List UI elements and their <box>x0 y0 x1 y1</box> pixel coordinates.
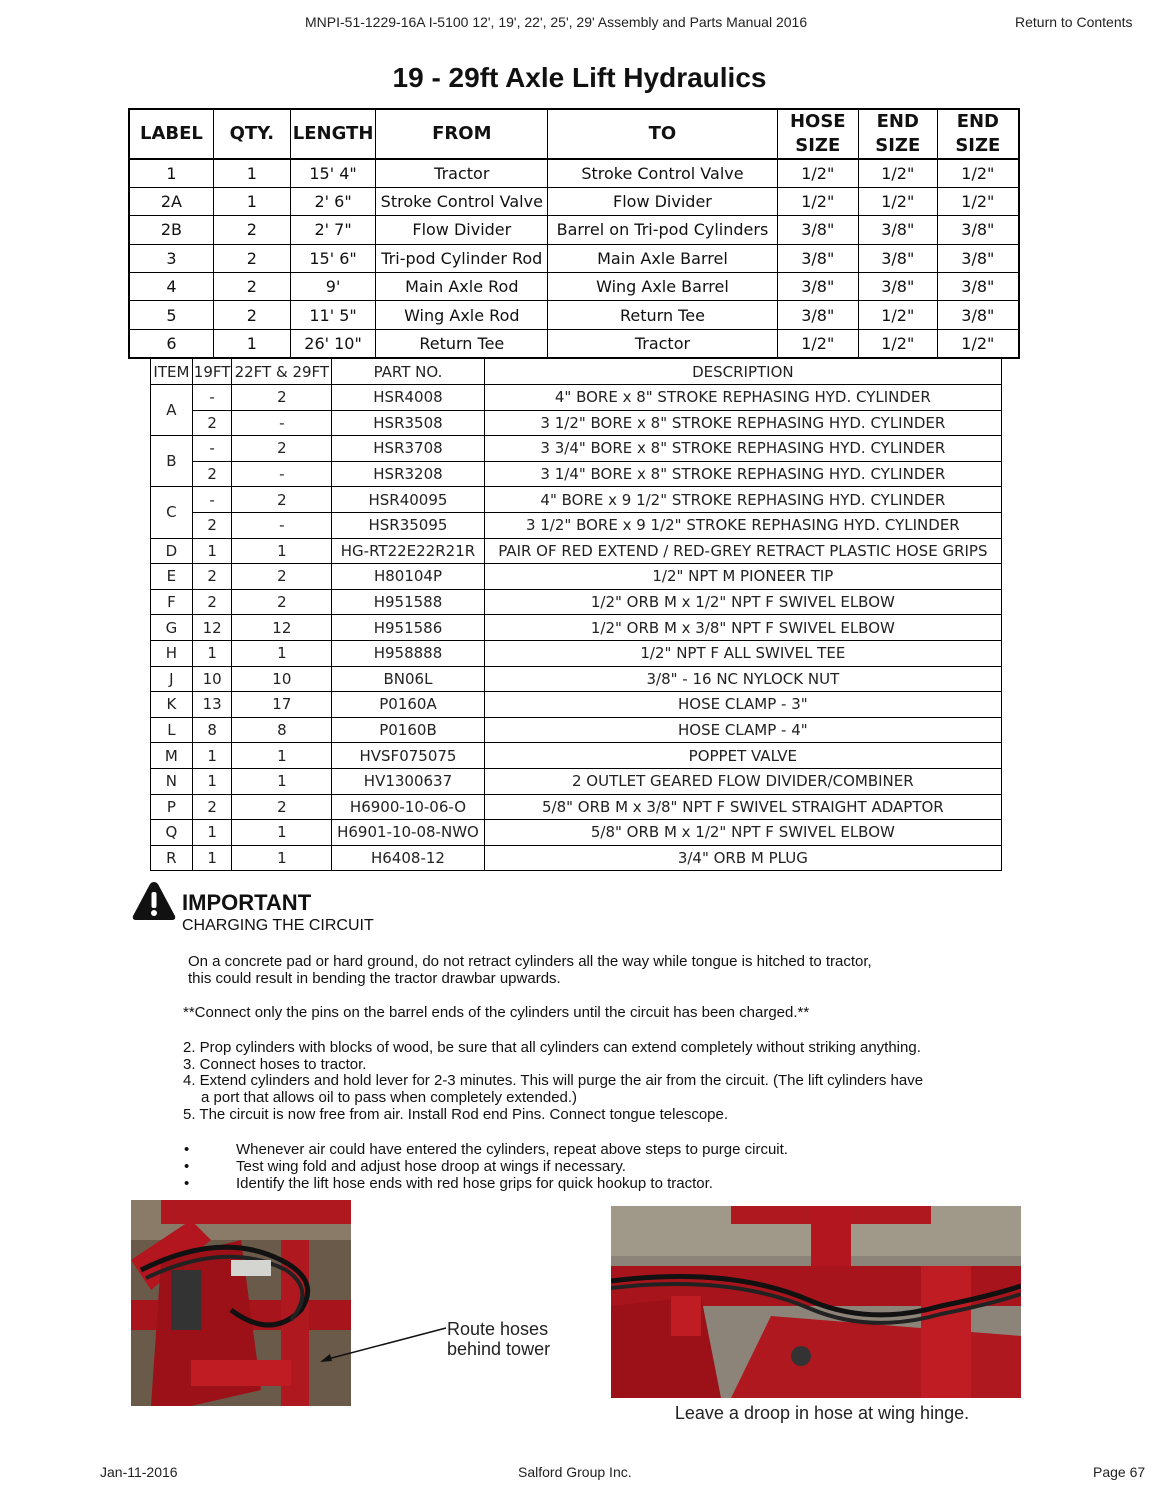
parts-table-cell: H958888 <box>332 640 484 666</box>
tower-hose-photo <box>131 1200 351 1406</box>
parts-table-row <box>151 640 1002 666</box>
hose-table-cell: 1 <box>213 187 290 215</box>
hose-table-cell: 2' 6" <box>290 187 376 215</box>
parts-table-cell: 1 <box>232 640 332 666</box>
hose-table-cell: 1/2" <box>858 159 937 187</box>
parts-table-cell: 1 <box>232 538 332 564</box>
parts-table-cell: 1 <box>192 768 232 794</box>
parts-table-cell: 2 <box>192 512 232 538</box>
parts-table-cell: HSR3708 <box>332 436 484 462</box>
parts-table-row <box>151 820 1002 846</box>
hose-table-cell: 2B <box>129 216 213 244</box>
parts-description-cell: 2 OUTLET GEARED FLOW DIVIDER/COMBINER <box>484 768 1001 794</box>
parts-table-cell: - <box>232 461 332 487</box>
parts-table <box>150 358 1002 871</box>
hose-table-cell: Barrel on Tri-pod Cylinders <box>548 216 777 244</box>
wing-hinge-caption: Leave a droop in hose at wing hinge. <box>674 1403 970 1423</box>
parts-table-cell: 2 <box>192 410 232 436</box>
hose-table-cell: 1/2" <box>858 329 937 357</box>
hose-table-cell: 1/2" <box>858 301 937 329</box>
parts-item-cell: F <box>151 589 193 615</box>
hose-table-cell: 3/8" <box>937 216 1019 244</box>
parts-table-cell: BN06L <box>332 666 484 692</box>
parts-table-row <box>151 538 1002 564</box>
parts-item-cell: P <box>151 794 193 820</box>
parts-description-cell: 3 1/2" BORE x 9 1/2" STROKE REPHASING HYD. CYLINDER <box>484 512 1001 538</box>
hose-table-cell: 3/8" <box>858 244 937 272</box>
hose-table-cell: 26' 10" <box>290 329 376 357</box>
hose-table-cell: 2A <box>129 187 213 215</box>
parts-table-header <box>151 359 1002 385</box>
hose-table-cell: 9' <box>290 273 376 301</box>
parts-table-cell: 2 <box>232 794 332 820</box>
hose-table-cell: 4 <box>129 273 213 301</box>
hose-table-cell: Wing Axle Barrel <box>548 273 777 301</box>
hose-table-cell: 5 <box>129 301 213 329</box>
parts-description-cell: 5/8" ORB M x 3/8" NPT F SWIVEL STRAIGHT ADAPTOR <box>484 794 1001 820</box>
parts-table-cell: HSR35095 <box>332 512 484 538</box>
hose-table-cell: 6 <box>129 329 213 357</box>
hose-table-cell: 3/8" <box>777 216 858 244</box>
parts-item-cell: K <box>151 692 193 718</box>
parts-table-cell: - <box>192 436 232 462</box>
parts-table-cell: 1 <box>192 640 232 666</box>
caution-line-2: this could result in bending the tractor drawbar upwards. <box>188 970 561 987</box>
hose-table-row <box>129 244 1019 272</box>
hose-table-cell: 2 <box>213 301 290 329</box>
hose-header-cell: END SIZE <box>937 109 1019 159</box>
parts-header-cell: 22FT & 29FT <box>232 359 332 385</box>
bullet-text: Whenever air could have entered the cylinders, repeat above steps to purge circuit. <box>236 1141 788 1158</box>
parts-table-cell: HG-RT22E22R21R <box>332 538 484 564</box>
hose-table-cell: Return Tee <box>376 329 548 357</box>
parts-item-cell: A <box>151 385 193 436</box>
parts-table-cell: 12 <box>192 615 232 641</box>
hose-table-row <box>129 187 1019 215</box>
parts-table-cell: H80104P <box>332 564 484 590</box>
parts-table-cell: - <box>192 385 232 411</box>
parts-table-row <box>151 768 1002 794</box>
parts-description-cell: 3/4" ORB M PLUG <box>484 845 1001 871</box>
parts-table-cell: 1 <box>232 845 332 871</box>
parts-description-cell: 3 3/4" BORE x 8" STROKE REPHASING HYD. CYLINDER <box>484 436 1001 462</box>
parts-table-cell: 1 <box>232 820 332 846</box>
parts-table-cell: P0160B <box>332 717 484 743</box>
caution-line-1: On a concrete pad or hard ground, do not retract cylinders all the way while tongue is hitched to tractor, <box>188 953 872 970</box>
parts-description-cell: 1/2" ORB M x 1/2" NPT F SWIVEL ELBOW <box>484 589 1001 615</box>
parts-table-row <box>151 845 1002 871</box>
parts-item-cell: J <box>151 666 193 692</box>
parts-table-cell: HSR40095 <box>332 487 484 513</box>
route-hoses-callout <box>447 1319 550 1359</box>
parts-table-cell: 2 <box>232 564 332 590</box>
hose-table-cell: 3/8" <box>777 301 858 329</box>
parts-table-cell: - <box>192 487 232 513</box>
parts-table-cell: 13 <box>192 692 232 718</box>
parts-table-cell: 2 <box>232 589 332 615</box>
hose-table-row <box>129 216 1019 244</box>
parts-table-cell: H6900-10-06-O <box>332 794 484 820</box>
parts-item-cell: Q <box>151 820 193 846</box>
pin-note: **Connect only the pins on the barrel ends of the cylinders until the circuit has been charged.** <box>183 1004 810 1021</box>
important-heading: IMPORTANT <box>182 890 312 915</box>
hose-table-cell: 15' 6" <box>290 244 376 272</box>
parts-item-cell: B <box>151 436 193 487</box>
wing-hinge-photo <box>611 1206 1021 1398</box>
hose-table-cell: 2 <box>213 244 290 272</box>
hose-header-cell: END SIZE <box>858 109 937 159</box>
parts-description-cell: POPPET VALVE <box>484 743 1001 769</box>
parts-table-cell: 2 <box>232 385 332 411</box>
hose-table-cell: Tractor <box>548 329 777 357</box>
parts-table-row <box>151 692 1002 718</box>
parts-description-cell: PAIR OF RED EXTEND / RED-GREY RETRACT PLASTIC HOSE GRIPS <box>484 538 1001 564</box>
parts-table-row <box>151 512 1002 538</box>
callout-line: behind tower <box>447 1339 551 1359</box>
bullet-dot: • <box>184 1141 190 1158</box>
hose-table-cell: 2 <box>213 216 290 244</box>
hose-table-row <box>129 301 1019 329</box>
hose-header-cell: LENGTH <box>290 109 376 159</box>
parts-table-row <box>151 487 1002 513</box>
parts-table-cell: 10 <box>232 666 332 692</box>
parts-table-cell: H6901-10-08-NWO <box>332 820 484 846</box>
hose-table-cell: Flow Divider <box>548 187 777 215</box>
hose-table-cell: 3/8" <box>777 273 858 301</box>
hose-table-cell: 1/2" <box>937 187 1019 215</box>
hose-table-cell: 2' 7" <box>290 216 376 244</box>
parts-table-cell: 1 <box>192 538 232 564</box>
hose-header-cell: TO <box>548 109 777 159</box>
hose-table-cell: 3/8" <box>937 301 1019 329</box>
parts-table-cell: 10 <box>192 666 232 692</box>
hose-table-cell: 3/8" <box>858 273 937 301</box>
parts-table-row <box>151 385 1002 411</box>
bullet-text: Test wing fold and adjust hose droop at wings if necessary. <box>236 1158 626 1175</box>
parts-table-row <box>151 615 1002 641</box>
callout-arrow <box>320 1320 450 1370</box>
footer-page-number: Page 67 <box>1093 1464 1146 1480</box>
hose-table-cell: Stroke Control Valve <box>376 187 548 215</box>
hose-table-cell: 1/2" <box>937 159 1019 187</box>
parts-item-cell: C <box>151 487 193 538</box>
parts-table-cell: HSR3508 <box>332 410 484 436</box>
parts-description-cell: 4" BORE x 9 1/2" STROKE REPHASING HYD. CYLINDER <box>484 487 1001 513</box>
parts-table-cell: HV1300637 <box>332 768 484 794</box>
parts-item-cell: N <box>151 768 193 794</box>
parts-header-cell: 19FT <box>192 359 232 385</box>
hose-table-row <box>129 159 1019 187</box>
hose-table-cell: 3 <box>129 244 213 272</box>
parts-header-cell: DESCRIPTION <box>484 359 1001 385</box>
parts-table-cell: HSR4008 <box>332 385 484 411</box>
hose-table-cell: 1/2" <box>777 187 858 215</box>
parts-table-cell: 1 <box>232 768 332 794</box>
parts-table-cell: H951588 <box>332 589 484 615</box>
parts-table-cell: 2 <box>192 564 232 590</box>
parts-table-cell: - <box>232 410 332 436</box>
hose-table-cell: 1/2" <box>777 159 858 187</box>
parts-table-cell: H6408-12 <box>332 845 484 871</box>
hose-table-cell: Wing Axle Rod <box>376 301 548 329</box>
hose-header-cell: FROM <box>376 109 548 159</box>
hose-table-cell: Tri-pod Cylinder Rod <box>376 244 548 272</box>
parts-item-cell: M <box>151 743 193 769</box>
footer-company: Salford Group Inc. <box>518 1464 632 1480</box>
hose-header-cell: LABEL <box>129 109 213 159</box>
parts-table-row <box>151 461 1002 487</box>
bullet-dot: • <box>184 1175 190 1192</box>
parts-description-cell: 1/2" NPT M PIONEER TIP <box>484 564 1001 590</box>
hose-header-cell: HOSE SIZE <box>777 109 858 159</box>
hose-table-cell: Return Tee <box>548 301 777 329</box>
hose-table-cell: 3/8" <box>937 244 1019 272</box>
hose-table-cell: 3/8" <box>937 273 1019 301</box>
hose-table-row <box>129 273 1019 301</box>
parts-item-cell: E <box>151 564 193 590</box>
hose-table-cell: 1 <box>129 159 213 187</box>
document-title: MNPI-51-1229-16A I-5100 12', 19', 22', 25', 29' Assembly and Parts Manual 2016 <box>305 14 808 30</box>
parts-header-cell: ITEM <box>151 359 193 385</box>
parts-table-cell: 2 <box>232 487 332 513</box>
parts-table-cell: 1 <box>192 820 232 846</box>
parts-description-cell: 4" BORE x 8" STROKE REPHASING HYD. CYLINDER <box>484 385 1001 411</box>
warning-icon <box>131 880 177 922</box>
hose-table-cell: 1/2" <box>777 329 858 357</box>
step-4-line-2: a port that allows oil to pass when completely extended.) <box>201 1089 578 1106</box>
bullet-text: Identify the lift hose ends with red hose grips for quick hookup to tractor. <box>236 1175 713 1192</box>
parts-table-cell: 2 <box>192 794 232 820</box>
parts-table-cell: H951586 <box>332 615 484 641</box>
step-2: 2. Prop cylinders with blocks of wood, be sure that all cylinders can extend completely without striking anything. <box>183 1039 921 1056</box>
hose-table-cell: 2 <box>213 273 290 301</box>
hose-table-row <box>129 329 1019 357</box>
parts-table-row <box>151 794 1002 820</box>
parts-table-row <box>151 666 1002 692</box>
parts-table-cell: 2 <box>192 589 232 615</box>
hose-table-cell: Tractor <box>376 159 548 187</box>
parts-table-cell: HVSF075075 <box>332 743 484 769</box>
parts-description-cell: HOSE CLAMP - 3" <box>484 692 1001 718</box>
parts-table-row <box>151 436 1002 462</box>
parts-description-cell: 3 1/2" BORE x 8" STROKE REPHASING HYD. CYLINDER <box>484 410 1001 436</box>
hose-table-cell: Main Axle Barrel <box>548 244 777 272</box>
hose-table-cell: Stroke Control Valve <box>548 159 777 187</box>
return-to-contents-link[interactable]: Return to Contents <box>1015 14 1133 30</box>
parts-table-cell: P0160A <box>332 692 484 718</box>
hose-table-cell: 1 <box>213 159 290 187</box>
hose-table <box>128 108 1020 359</box>
parts-description-cell: 3 1/4" BORE x 8" STROKE REPHASING HYD. CYLINDER <box>484 461 1001 487</box>
parts-header-cell: PART NO. <box>332 359 484 385</box>
hose-table-cell: Main Axle Rod <box>376 273 548 301</box>
parts-table-cell: 2 <box>232 436 332 462</box>
parts-item-cell: R <box>151 845 193 871</box>
footer-date: Jan-11-2016 <box>100 1464 178 1480</box>
bullet-dot: • <box>184 1158 190 1175</box>
step-5: 5. The circuit is now free from air. Install Rod end Pins. Connect tongue telescope. <box>183 1106 729 1123</box>
parts-item-cell: H <box>151 640 193 666</box>
parts-table-cell: 2 <box>192 461 232 487</box>
hose-table-cell: 15' 4" <box>290 159 376 187</box>
hose-table-header <box>129 109 1019 159</box>
parts-description-cell: 5/8" ORB M x 1/2" NPT F SWIVEL ELBOW <box>484 820 1001 846</box>
parts-table-cell: 1 <box>232 743 332 769</box>
parts-table-cell: HSR3208 <box>332 461 484 487</box>
hose-table-cell: 1/2" <box>937 329 1019 357</box>
parts-item-cell: L <box>151 717 193 743</box>
parts-table-cell: 12 <box>232 615 332 641</box>
hose-table-cell: 11' 5" <box>290 301 376 329</box>
step-3: 3. Connect hoses to tractor. <box>183 1056 367 1073</box>
parts-table-cell: 1 <box>192 743 232 769</box>
hose-table-cell: 1 <box>213 329 290 357</box>
parts-table-cell: 17 <box>232 692 332 718</box>
hose-table-cell: 3/8" <box>858 216 937 244</box>
parts-description-cell: 1/2" ORB M x 3/8" NPT F SWIVEL ELBOW <box>484 615 1001 641</box>
parts-table-row <box>151 743 1002 769</box>
parts-table-row <box>151 717 1002 743</box>
parts-item-cell: D <box>151 538 193 564</box>
parts-description-cell: HOSE CLAMP - 4" <box>484 717 1001 743</box>
page-title: 19 - 29ft Axle Lift Hydraulics <box>392 62 767 93</box>
hose-header-cell: QTY. <box>213 109 290 159</box>
parts-table-row <box>151 589 1002 615</box>
hose-table-cell: 1/2" <box>858 187 937 215</box>
parts-item-cell: G <box>151 615 193 641</box>
important-subheading: CHARGING THE CIRCUIT <box>182 917 374 934</box>
parts-table-row <box>151 564 1002 590</box>
parts-table-cell: 8 <box>232 717 332 743</box>
hose-table-cell: 3/8" <box>777 244 858 272</box>
step-4-line-1: 4. Extend cylinders and hold lever for 2-3 minutes. This will purge the air from the circuit. (The lift cylinders have <box>183 1072 924 1089</box>
parts-table-cell: 1 <box>192 845 232 871</box>
parts-description-cell: 1/2" NPT F ALL SWIVEL TEE <box>484 640 1001 666</box>
parts-table-cell: - <box>232 512 332 538</box>
parts-table-row <box>151 410 1002 436</box>
callout-line: Route hoses <box>447 1319 549 1339</box>
parts-description-cell: 3/8" - 16 NC NYLOCK NUT <box>484 666 1001 692</box>
parts-table-cell: 8 <box>192 717 232 743</box>
hose-table-cell: Flow Divider <box>376 216 548 244</box>
